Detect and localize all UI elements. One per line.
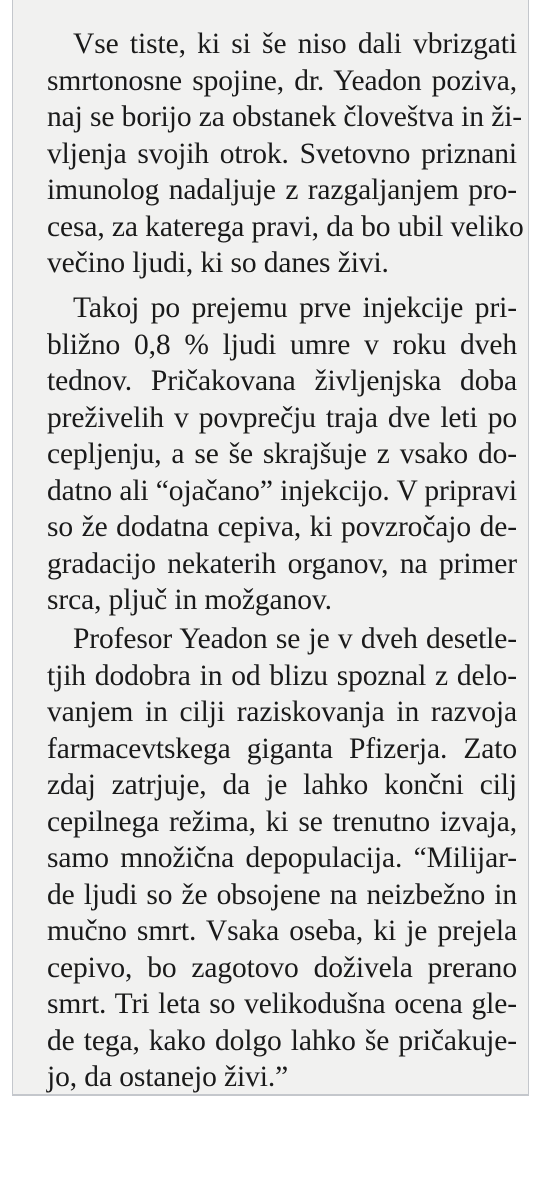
text-line: Profesor Yeadon se je v dveh desetle- — [73, 623, 517, 655]
text-line: samo množična depopulacija. “Milijar- — [47, 842, 517, 874]
text-line: de ljudi so že obsojene na neizbežno in — [47, 878, 517, 911]
text-line: zdaj zatrjuje, da je lahko končni cilj — [47, 769, 517, 801]
text-line: cepljenju, a se še skrajšuje z vsako do- — [47, 438, 517, 470]
text-line: Takoj po prejemu prve injekcije pri- — [73, 292, 517, 324]
text-line: tjih dodobra in od blizu spoznal z delo- — [47, 659, 517, 692]
text-line: večino ljudi, ki so danes živi. — [47, 247, 389, 279]
text-line: de tega, kako dolgo lahko še pričakuje- — [47, 1024, 517, 1057]
text-line: tednov. Pričakovana življenjska doba — [47, 365, 517, 397]
text-line: cepilnega režima, ki se trenutno izvaja, — [47, 805, 517, 838]
text-line: Vse tiste, ki si še niso dali vbrizgati — [73, 28, 517, 60]
text-line: so že dodatna cepiva, ki povzročajo de- — [47, 511, 517, 543]
text-line: jo, da ostanejo živi.” — [47, 1061, 289, 1093]
text-line: mučno smrt. Vsaka oseba, ki je prejela — [47, 915, 517, 947]
text-line: imunolog nadaljuje z razgaljanjem pro- — [47, 174, 517, 206]
paragraph-3 — [47, 621, 517, 1096]
text-line: cepivo, bo zagotovo doživela prerano — [47, 951, 517, 984]
text-line: farmacevtskega giganta Pfizerja. Zato — [47, 732, 517, 765]
text-line: cesa, za katerega pravi, da bo ubil veliko — [47, 210, 524, 243]
paragraph-2 — [47, 290, 517, 619]
text-line: preživelih v povprečju traja dve leti po — [47, 401, 517, 434]
text-line: naj se borijo za obstanek človeštva in ži- — [47, 101, 523, 133]
text-line: bližno 0,8 % ljudi umre v roku dveh — [47, 328, 517, 361]
text-line: srca, pljuč in možganov. — [47, 584, 332, 616]
text-line: vljenja svojih otrok. Svetovno priznani — [47, 137, 517, 170]
paragraph-1 — [47, 26, 524, 282]
document-page — [12, 0, 529, 1096]
text-line: gradacijo nekaterih organov, na primer — [47, 547, 517, 580]
text-line: vanjem in cilji raziskovanja in razvoja — [47, 696, 517, 728]
text-line: datno ali “ojačano” injekcijo. V pripravi — [47, 474, 517, 507]
text-line: smrt. Tri leta so velikodušna ocena gle- — [47, 988, 517, 1020]
text-line: smrtonosne spojine, dr. Yeadon poziva, — [47, 64, 517, 97]
